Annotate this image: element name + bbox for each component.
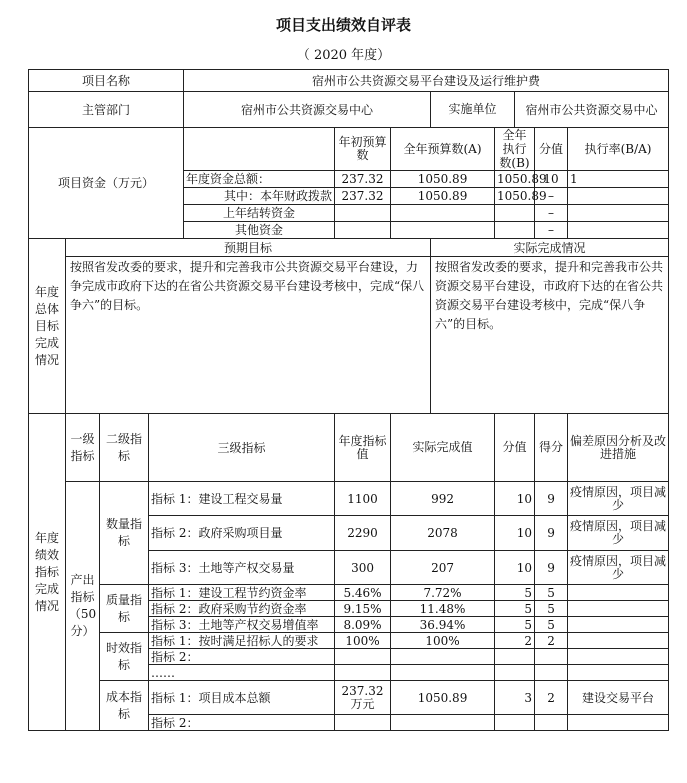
funds-row-plan: 237.32	[335, 171, 391, 188]
department-value: 宿州市公共资源交易中心	[184, 92, 431, 128]
funds-header-row	[29, 128, 669, 171]
indicator-name: 指标 2：政府采购节约资金率	[149, 601, 335, 617]
indicator-score-value: 10	[495, 516, 535, 551]
indicator-target	[335, 649, 391, 665]
indicator-score-value	[495, 649, 535, 665]
goals-actual-text: 按照省发改委的要求，提升和完善我市公共资源交易平台建设，市政府下达的在省公共资源交易平台建设考核中，完成“保八争六”的目标。	[431, 257, 669, 414]
indicator-analysis	[568, 715, 669, 731]
indicators-header-level3: 三级指标	[149, 414, 335, 482]
indicator-score-value: 3	[495, 681, 535, 715]
funds-row-rate	[568, 188, 669, 205]
indicator-score: 2	[535, 633, 568, 649]
indicator-score: 9	[535, 516, 568, 551]
indicator-analysis	[568, 601, 669, 617]
funds-row-name: 年度资金总额：	[184, 171, 335, 188]
funds-row-name: 其他资金	[184, 222, 335, 239]
indicator-name: 指标 3：土地等产权交易增值率	[149, 617, 335, 633]
funds-label: 项目资金（万元）	[29, 128, 184, 239]
indicator-target	[335, 665, 391, 681]
quality-group-label: 质量指标	[100, 585, 149, 633]
indicator-score-value: 10	[495, 482, 535, 516]
indicator-name: 指标 1：按时满足招标人的要求	[149, 633, 335, 649]
indicator-score: 5	[535, 601, 568, 617]
goals-label: 年度总体目标完成情况	[29, 239, 66, 414]
indicator-score-value	[495, 715, 535, 731]
indicator-name: 指标 1：项目成本总额	[149, 681, 335, 715]
indicator-analysis	[568, 633, 669, 649]
funds-row-rate: 1	[568, 171, 669, 188]
funds-row-full	[391, 205, 495, 222]
implementing-unit-value: 宿州市公共资源交易中心	[515, 92, 669, 128]
indicator-analysis: 疫情原因，项目减少	[568, 482, 669, 516]
page-title: 项目支出绩效自评表	[275, 16, 411, 34]
indicator-score-value: 5	[495, 585, 535, 601]
funds-header-score-value: 分值	[535, 128, 568, 171]
indicators-header-score-value: 分值	[495, 414, 535, 482]
funds-row-full: 1050.89	[391, 188, 495, 205]
funds-row-rate	[568, 205, 669, 222]
project-name-label: 项目名称	[29, 70, 184, 92]
goals-expected-text: 按照省发改委的要求，提升和完善我市公共资源交易平台建设，力争完成市政府下达的在省公共资源交易平台建设考核中，完成“保八争六”的目标。	[66, 257, 431, 414]
indicator-target	[335, 715, 391, 731]
indicator-name: 指标 2：政府采购项目量	[149, 516, 335, 551]
project-row	[29, 70, 669, 92]
indicator-actual: 100%	[391, 633, 495, 649]
goals-expected-header: 预期目标	[66, 239, 431, 257]
indicator-analysis: 建设交易平台	[568, 681, 669, 715]
goals-text-row	[29, 257, 669, 414]
funds-row-plan	[335, 222, 391, 239]
indicator-target: 9.15%	[335, 601, 391, 617]
funds-header-blank	[184, 128, 335, 171]
indicator-actual: 36.94%	[391, 617, 495, 633]
funds-row-name: 上年结转资金	[184, 205, 335, 222]
funds-row-rate	[568, 222, 669, 239]
indicators-header-analysis: 偏差原因分析及改进措施	[568, 414, 669, 482]
goals-header-row	[29, 239, 669, 257]
indicator-actual	[391, 665, 495, 681]
evaluation-table	[28, 69, 669, 731]
indicator-score	[535, 715, 568, 731]
indicators-header-row	[29, 414, 669, 482]
indicator-actual: 11.48%	[391, 601, 495, 617]
indicator-target: 5.46%	[335, 585, 391, 601]
funds-row-full	[391, 222, 495, 239]
indicator-score-value: 5	[495, 617, 535, 633]
funds-row-plan: 237.32	[335, 188, 391, 205]
indicator-target: 1100	[335, 482, 391, 516]
funds-header-rate: 执行率(B/A)	[568, 128, 669, 171]
indicator-analysis	[568, 665, 669, 681]
department-label: 主管部门	[29, 92, 184, 128]
goals-actual-header: 实际完成情况	[431, 239, 669, 257]
indicator-score: 5	[535, 585, 568, 601]
funds-row-full: 1050.89	[391, 171, 495, 188]
indicator-score: 2	[535, 681, 568, 715]
funds-row-score-value: –	[535, 222, 568, 239]
funds-row-plan	[335, 205, 391, 222]
funds-row-exec: 1050.89	[495, 171, 535, 188]
indicator-name: 指标 1：建设工程节约资金率	[149, 585, 335, 601]
department-row	[29, 92, 669, 128]
indicator-name: 指标 3：土地等产权交易量	[149, 551, 335, 585]
quantity-group-label: 数量指标	[100, 482, 149, 585]
indicator-row	[29, 482, 669, 516]
project-name-value: 宿州市公共资源交易平台建设及运行维护费	[184, 70, 669, 92]
indicator-score	[535, 649, 568, 665]
indicator-score-value: 5	[495, 601, 535, 617]
indicators-label: 年度绩效指标完成情况	[29, 414, 66, 731]
report-year: （ 2020 年度）	[296, 48, 391, 63]
indicator-score: 5	[535, 617, 568, 633]
indicator-actual	[391, 715, 495, 731]
indicator-actual: 992	[391, 482, 495, 516]
indicator-actual: 7.72%	[391, 585, 495, 601]
indicator-analysis	[568, 649, 669, 665]
indicator-target: 237.32万元	[335, 681, 391, 715]
output-indicator-label: 产出指标（50分）	[66, 482, 100, 731]
indicator-row	[29, 585, 669, 601]
indicators-header-level2: 二级指标	[100, 414, 149, 482]
indicators-header-actual: 实际完成值	[391, 414, 495, 482]
timeliness-group-label: 时效指标	[100, 633, 149, 681]
indicator-score-value: 10	[495, 551, 535, 585]
funds-row-score-value: –	[535, 188, 568, 205]
indicator-analysis	[568, 617, 669, 633]
funds-row-score-value: 10	[535, 171, 568, 188]
indicator-score: 9	[535, 482, 568, 516]
indicator-actual	[391, 649, 495, 665]
indicator-actual: 2078	[391, 516, 495, 551]
funds-header-plan: 年初预算数	[335, 128, 391, 171]
indicator-score-value	[495, 665, 535, 681]
indicator-target: 2290	[335, 516, 391, 551]
indicator-row	[29, 681, 669, 715]
indicators-header-score: 得分	[535, 414, 568, 482]
indicator-actual: 207	[391, 551, 495, 585]
funds-row-score-value: –	[535, 205, 568, 222]
indicator-score: 9	[535, 551, 568, 585]
indicator-analysis: 疫情原因，项目减少	[568, 516, 669, 551]
indicator-name: 指标 2：	[149, 649, 335, 665]
cost-group-label: 成本指标	[100, 681, 149, 731]
funds-row-exec: 1050.89	[495, 188, 535, 205]
indicator-analysis: 疫情原因，项目减少	[568, 551, 669, 585]
indicator-score-value: 2	[495, 633, 535, 649]
indicator-row	[29, 633, 669, 649]
indicators-header-level1: 一级指标	[66, 414, 100, 482]
indicator-target: 300	[335, 551, 391, 585]
indicator-score	[535, 665, 568, 681]
indicator-name: 指标 1：建设工程交易量	[149, 482, 335, 516]
evaluation-sheet	[28, 69, 668, 731]
indicator-analysis	[568, 585, 669, 601]
indicator-name: 指标 2：	[149, 715, 335, 731]
indicators-header-target: 年度指标值	[335, 414, 391, 482]
funds-header-full: 全年预算数(A)	[391, 128, 495, 171]
funds-row-exec	[495, 222, 535, 239]
funds-row-exec	[495, 205, 535, 222]
indicator-actual: 1050.89	[391, 681, 495, 715]
implementing-unit-label: 实施单位	[431, 92, 515, 128]
indicator-target: 100%	[335, 633, 391, 649]
funds-row-name: 其中：本年财政拨款	[184, 188, 335, 205]
indicator-target: 8.09%	[335, 617, 391, 633]
funds-header-exec: 全年执行数(B)	[495, 128, 535, 171]
indicator-name: ……	[149, 665, 335, 681]
